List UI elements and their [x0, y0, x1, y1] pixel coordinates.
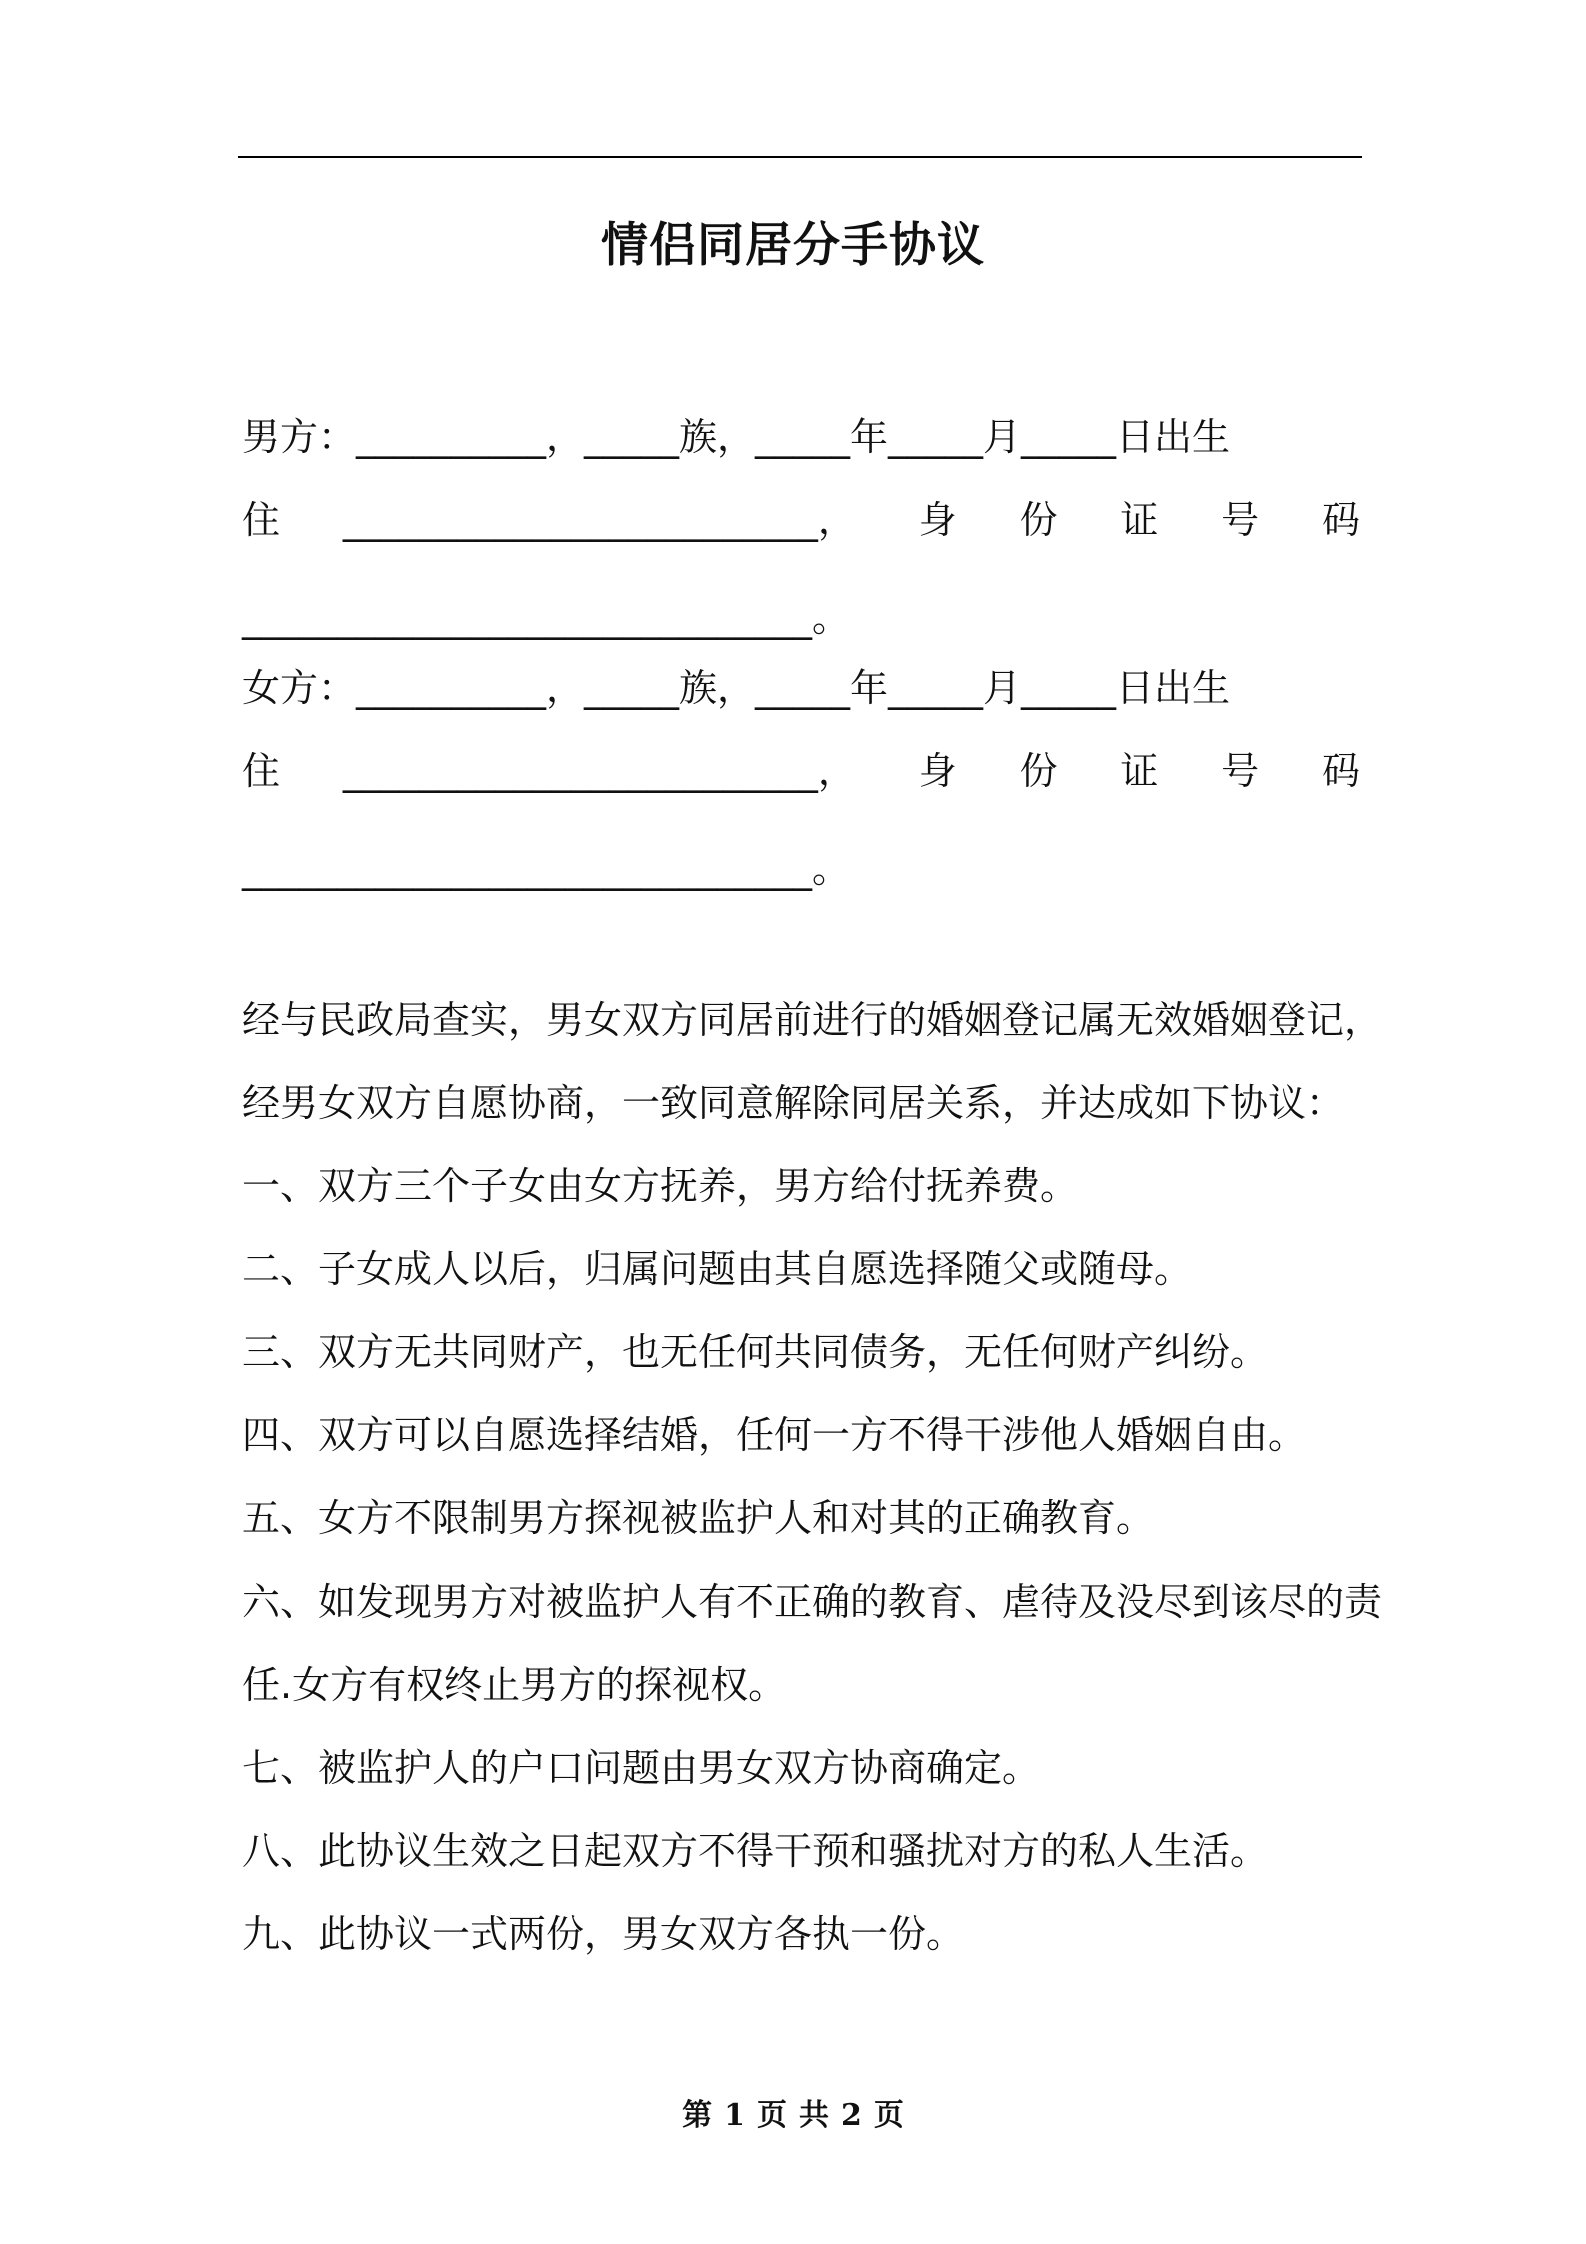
male-id-char: 号	[1221, 498, 1260, 542]
clause-line: 任.女方有权终止男方的探视权。	[242, 1663, 787, 1707]
clause-line: 六、如发现男方对被监护人有不正确的教育、虐待及没尽到该尽的责	[242, 1580, 1383, 1624]
female-id-char: 证	[1120, 749, 1159, 793]
page-footer	[0, 2096, 1586, 2136]
footer-page-word: 页	[757, 2098, 787, 2133]
clause-line: 三、双方无共同财产，也无任何共同债务，无任何财产纠纷。	[242, 1330, 1269, 1374]
clause-line: 一、双方三个子女由女方抚养，男方给付抚养费。	[242, 1164, 1079, 1208]
intro-line: 经与民政局查实，男女双方同居前进行的婚姻登记属无效婚姻登记，	[242, 998, 1383, 1042]
header-rule	[238, 156, 1362, 158]
female-id-char: 份	[1019, 749, 1058, 793]
male-party-line: 男方：__________，_____族，_____年_____月_____日出生	[242, 415, 1231, 459]
female-address-blank: _________________________，	[342, 749, 856, 793]
male-address-label: 住	[242, 498, 281, 542]
female-id-char: 码	[1321, 749, 1360, 793]
female-id-char: 号	[1221, 749, 1260, 793]
female-address-line	[242, 745, 1360, 797]
clause-line: 八、此协议生效之日起双方不得干预和骚扰对方的私人生活。	[242, 1829, 1269, 1873]
male-id-char: 证	[1120, 498, 1159, 542]
clause-line: 四、双方可以自愿选择结婚，任何一方不得干涉他人婚姻自由。	[242, 1413, 1307, 1457]
female-id-line: ______________________________。	[242, 847, 851, 891]
female-party-line: 女方：__________，_____族，_____年_____月_____日出生	[242, 666, 1231, 710]
male-id-char: 份	[1019, 498, 1058, 542]
intro-line: 经男女双方自愿协商，一致同意解除同居关系，并达成如下协议：	[242, 1081, 1345, 1125]
clause-line: 五、女方不限制男方探视被监护人和对其的正确教育。	[242, 1496, 1155, 1540]
clause-line: 二、子女成人以后，归属问题由其自愿选择随父或随母。	[242, 1247, 1193, 1291]
female-id-char: 身	[918, 749, 957, 793]
clause-line: 九、此协议一式两份，男女双方各执一份。	[242, 1912, 965, 1956]
footer-prefix: 第	[682, 2098, 713, 2133]
male-address-blank: _________________________，	[342, 498, 856, 542]
footer-suffix: 页	[873, 2098, 904, 2133]
female-address-label: 住	[242, 749, 281, 793]
male-id-char: 身	[918, 498, 957, 542]
footer-page-number: 1	[724, 2098, 745, 2133]
male-id-char: 码	[1321, 498, 1360, 542]
footer-total-word: 共	[799, 2098, 829, 2133]
male-address-line	[242, 494, 1360, 546]
clause-line: 七、被监护人的户口问题由男女双方协商确定。	[242, 1746, 1041, 1790]
document-title: 情侣同居分手协议	[601, 218, 985, 273]
male-id-line: ______________________________。	[242, 596, 851, 640]
footer-total-number: 2	[841, 2098, 862, 2133]
